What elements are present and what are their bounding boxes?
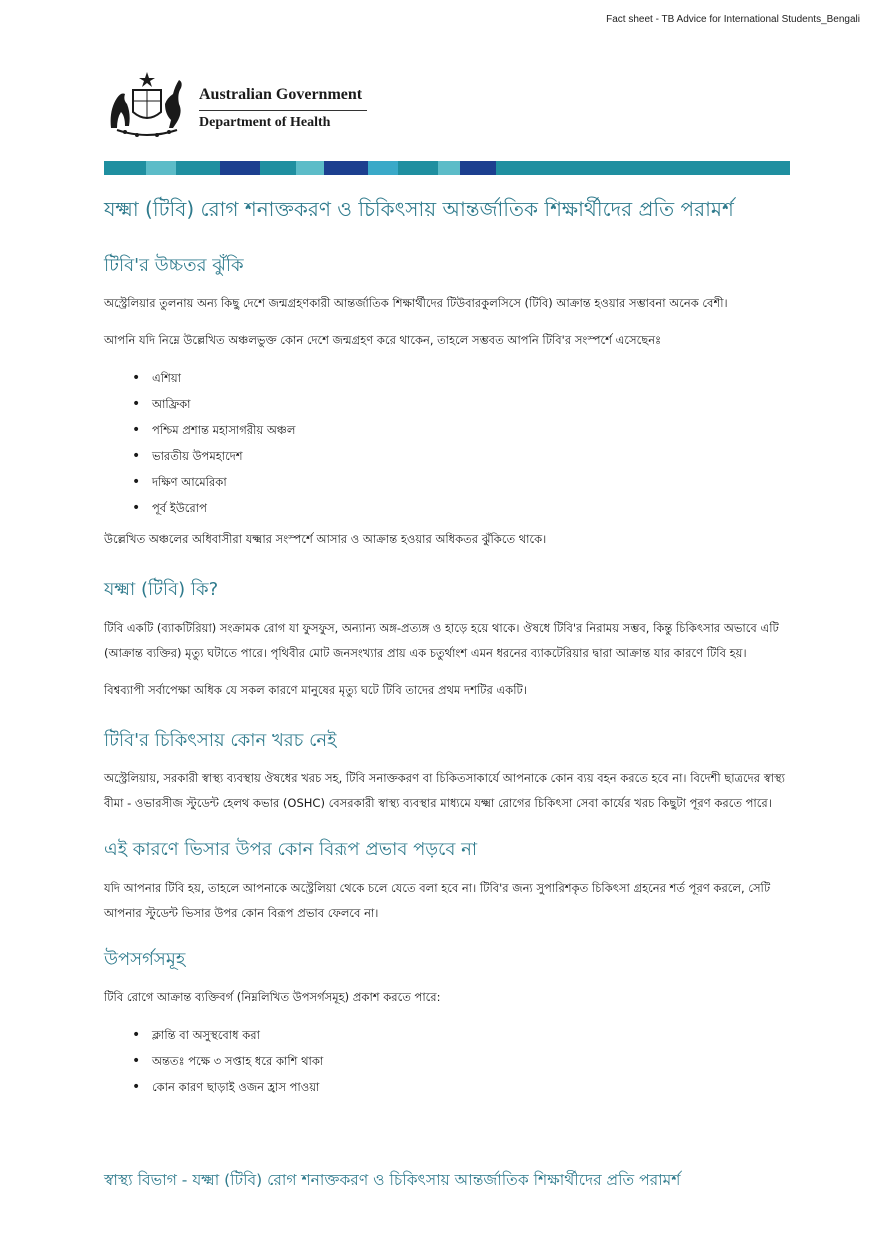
list-item: • ভারতীয় উপমহাদেশ bbox=[152, 443, 794, 469]
stripe-segment bbox=[220, 161, 260, 175]
visa-paragraph-1: যদি আপনার টিবি হয়, তাহলে আপনাকে অস্ট্রেলিয়া থেকে চলে যেতে বলা হবে না। টিবি'র জন্য সুপারিশকৃত চিকিৎসা গ্রহনের শর্ত পূরণ করলে, সেটি আপনার স্টুডেন্ট ভিসার উপর কোন বিরূপ প্রভাব ফেলবে না। bbox=[104, 880, 771, 920]
list-item: • ক্লান্তি বা অসুস্থবোধ করা bbox=[152, 1022, 794, 1048]
stripe-segment bbox=[296, 161, 324, 175]
heading-symptoms: উপসর্গসমূহ bbox=[104, 948, 186, 970]
page-title: যক্ষ্মা (টিবি) রোগ শনাক্তকরণ ও চিকিৎসায় আন্তর্জাতিক শিক্ষার্থীদের প্রতি পরামর্শ bbox=[104, 197, 734, 221]
stripe-segment bbox=[496, 161, 790, 175]
stripe-segment bbox=[368, 161, 398, 175]
list-item: • কোন কারণ ছাড়াই ওজন হ্রাস পাওয়া bbox=[152, 1074, 794, 1100]
what-paragraph-1: টিবি একটি (ব্যাকটিরিয়া) সংক্রামক রোগ যা ফুসফুস, অন্যান্য অঙ্গ-প্রত্যঙ্গ ও হাড়ে হয়ে থাকে। ঔষধে টিবি'র নিরাময় সম্ভব, কিন্তু চিকিৎসার অভাবে এটি (আক্রান্ত ব্যক্তির) মৃত্যু ঘটাতে পারে। পৃথিবীর মোট জনসংখ্যার প্রায় এক চতুর্থাংশ এমন ধরনের ব্যাকটেরিয়ার দ্বারা আক্রান্ত যার কারণে টিবি হয়। bbox=[104, 620, 779, 660]
heading-visa: এই কারণে ভিসার উপর কোন বিরূপ প্রভাব পড়বে না bbox=[104, 839, 478, 861]
heading-risk: টিবি'র উচ্চতর ঝুঁকি bbox=[104, 255, 244, 276]
list-item: • দক্ষিণ আমেরিকা bbox=[152, 469, 794, 495]
header-note: Fact sheet - TB Advice for International Students_Bengali bbox=[606, 14, 860, 25]
risk-paragraph-3: উল্লেখিত অঞ্চলের অধিবাসীরা যক্ষ্মার সংস্পর্শে আসার ও আক্রান্ত হওয়ার অধিকতর ঝুঁকিতে থাকে। bbox=[104, 532, 547, 547]
list-item: • পূর্ব ইউরোপ bbox=[152, 495, 794, 521]
what-paragraph-2: বিশ্বব্যাপী সর্বাপেক্ষা অধিক যে সকল কারণে মানুষের মৃত্যু ঘটে টিবি তাদের প্রথম দশটির একটি। bbox=[104, 682, 527, 697]
list-item: • পশ্চিম প্রশান্ত মহাসাগরীয় অঞ্চল bbox=[152, 417, 794, 443]
heading-what-is-tb: যক্ষ্মা (টিবি) কি? bbox=[104, 579, 219, 601]
cost-paragraph-1: অস্ট্রেলিয়ায়, সরকারী স্বাস্থ্য ব্যবস্থায় ঔষধের খরচ সহ, টিবি সনাক্তকরণ বা চিকিতসাকার্যে আপনাকে কোন ব্যয় বহন করতে হবে না। বিদেশী ছাত্রদের স্বাস্থ্য বীমা - ওভারসীজ স্টুডেন্ট হেলথ কভার (OSHC) বেসরকারী স্বাস্থ্য ব্যবস্থার মাধ্যমে যক্ষ্মা রোগের চিকিৎসা সেবা কার্যের খরচ কিছুটা পূরণ করতে পারে। bbox=[104, 771, 785, 811]
stripe-segment bbox=[260, 161, 296, 175]
color-stripe bbox=[104, 161, 790, 175]
logo-line-1: Australian Government bbox=[199, 86, 363, 103]
page-footer: স্বাস্থ্য বিভাগ - যক্ষ্মা (টিবি) রোগ শনাক্তকরণ ও চিকিৎসায় আন্তর্জাতিক শিক্ষার্থীদের প্রতি পরামর্শ bbox=[104, 1171, 681, 1189]
stripe-segment bbox=[398, 161, 438, 175]
stripe-segment bbox=[438, 161, 460, 175]
symptoms-paragraph-1: টিবি রোগে আক্রান্ত ব্যক্তিবর্গ (নিম্নলিখিত উপসর্গসমূহ) প্রকাশ করতে পারে: bbox=[104, 989, 441, 1004]
logo-line-2: Department of Health bbox=[199, 115, 331, 130]
stripe-segment bbox=[176, 161, 220, 175]
stripe-segment bbox=[460, 161, 496, 175]
list-item: • আফ্রিকা bbox=[152, 391, 794, 417]
heading-cost: টিবি'র চিকিৎসায় কোন খরচ নেই bbox=[104, 729, 337, 751]
main-content bbox=[104, 196, 794, 1106]
risk-paragraph-1: অস্ট্রেলিয়ার তুলনায় অন্য কিছু দেশে জন্মগ্রহণকারী আন্তর্জাতিক শিক্ষার্থীদের টিউবারকুলসিসে (টিবি) আক্রান্ত হওয়ার সম্ভাবনা অনেক বেশী। bbox=[104, 296, 728, 311]
region-list bbox=[104, 365, 794, 521]
risk-paragraph-2: আপনি যদি নিম্নে উল্লেখিত অঞ্চলভুক্ত কোন দেশে জন্মগ্রহণ করে থাকেন, তাহলে সম্ভবত আপনি টিবি'র সংস্পর্শে এসেছেনঃ bbox=[104, 333, 662, 348]
stripe-segment bbox=[104, 161, 146, 175]
stripe-segment bbox=[146, 161, 176, 175]
list-item: • অন্ততঃ পক্ষে ৩ সপ্তাহ ধরে কাশি থাকা bbox=[152, 1048, 794, 1074]
coat-of-arms-icon bbox=[103, 70, 191, 140]
list-item: • এশিয়া bbox=[152, 365, 794, 391]
symptom-list bbox=[104, 1022, 794, 1100]
australian-government-logo bbox=[103, 70, 373, 140]
logo-divider bbox=[199, 110, 367, 111]
stripe-segment bbox=[324, 161, 368, 175]
